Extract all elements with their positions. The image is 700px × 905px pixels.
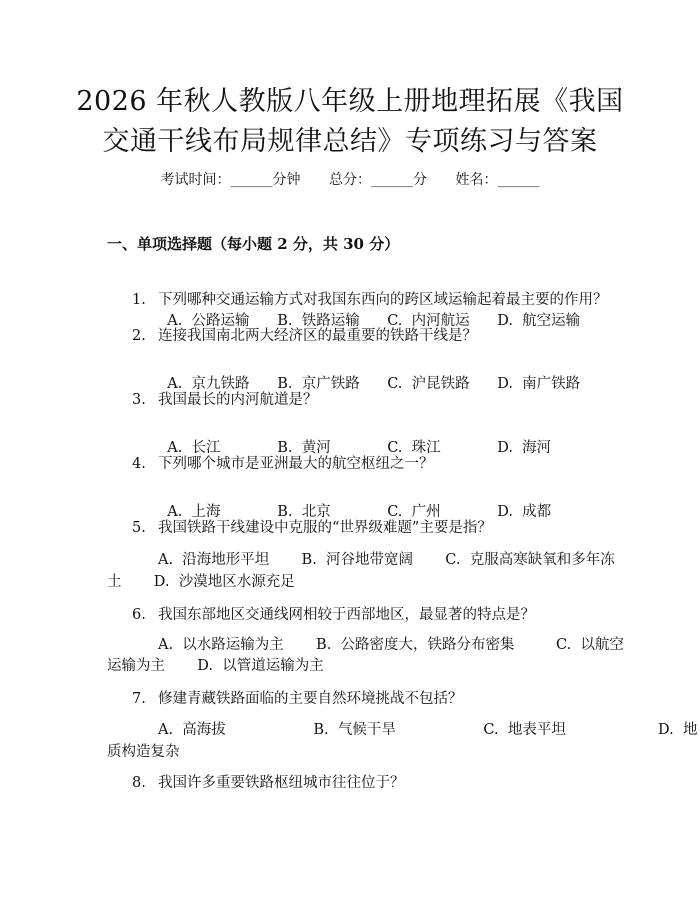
option-a: A. 上海	[167, 504, 221, 520]
question-number: 1.	[132, 292, 146, 308]
document-title-line-1: 2026 年秋人教版八年级上册地理拓展《我国	[76, 86, 624, 117]
question-number: 6.	[132, 607, 146, 623]
option-a: A. 公路运输	[167, 313, 250, 329]
question-4	[132, 452, 434, 473]
exam-time-field: 考试时间：______分钟	[160, 172, 301, 188]
exam-meta-line	[0, 169, 700, 189]
option-b: B. 北京	[277, 504, 331, 520]
question-number: 2.	[132, 328, 146, 344]
document-title-line-2: 交通干线布局规律总结》专项练习与答案	[102, 126, 598, 157]
question-number: 8.	[132, 775, 146, 791]
question-text: 下列哪个城市是亚洲最大的航空枢纽之一？	[158, 456, 434, 472]
question-number: 5.	[132, 520, 146, 536]
option-d: D. 海河	[497, 440, 552, 456]
option-d: D. 成都	[497, 504, 552, 520]
question-text: 连接我国南北两大经济区的最重要的铁路干线是？	[158, 328, 477, 344]
question-6-options-line-2: 运输为主 D. 以管道运输为主	[107, 658, 324, 674]
option-d: D. 南广铁路	[497, 376, 581, 392]
section-title: 一、单项选择题（每小题 2 分，共 30 分）	[107, 235, 400, 253]
question-2	[132, 324, 477, 345]
option-b: B. 黄河	[277, 440, 331, 456]
question-text: 我国最长的内河航道是？	[158, 392, 318, 408]
student-name-field: 姓名：______	[455, 172, 540, 188]
question-text: 我国许多重要铁路枢纽城市往往位于？	[158, 775, 405, 791]
question-8	[132, 771, 405, 792]
question-3	[132, 388, 318, 409]
option-d: D. 航空运输	[497, 313, 581, 329]
question-number: 3.	[132, 392, 146, 408]
question-text: 我国铁路干线建设中克服的“世界级难题”主要是指？	[158, 520, 492, 536]
question-6	[132, 603, 535, 624]
question-7-options-line-1: A. 高海拔 B. 气候干旱 C. 地表平坦 D. 地	[158, 722, 698, 738]
option-c: C. 广州	[387, 504, 441, 520]
question-5-options-line-2: 土 D. 沙漠地区水源充足	[107, 574, 295, 590]
option-c: C. 珠江	[387, 440, 441, 456]
option-c: C. 沪昆铁路	[387, 376, 470, 392]
option-a: A. 长江	[167, 440, 221, 456]
question-6-options-line-1: A. 以水路运输为主 B. 公路密度大，铁路分布密集 C. 以航空	[158, 637, 624, 653]
option-c: C. 内河航运	[387, 313, 470, 329]
question-text: 我国东部地区交通线网相较于西部地区，最显著的特点是？	[158, 607, 535, 623]
question-number: 4.	[132, 456, 146, 472]
question-7	[132, 687, 463, 708]
total-score-field: 总分：______分	[329, 172, 427, 188]
question-7-options-line-2: 质构造复杂	[107, 744, 180, 760]
option-b: B. 铁路运输	[277, 313, 360, 329]
question-text: 修建青藏铁路面临的主要自然环境挑战不包括？	[158, 691, 463, 707]
option-a: A. 京九铁路	[167, 376, 250, 392]
option-b: B. 京广铁路	[277, 376, 360, 392]
question-number: 7.	[132, 691, 146, 707]
question-5	[132, 516, 492, 537]
question-text: 下列哪种交通运输方式对我国东西向的跨区域运输起着最主要的作用？	[158, 292, 608, 308]
question-5-options-line-1: A. 沿海地形平坦 B. 河谷地带宽阔 C. 克服高寒缺氧和多年冻	[158, 552, 615, 568]
